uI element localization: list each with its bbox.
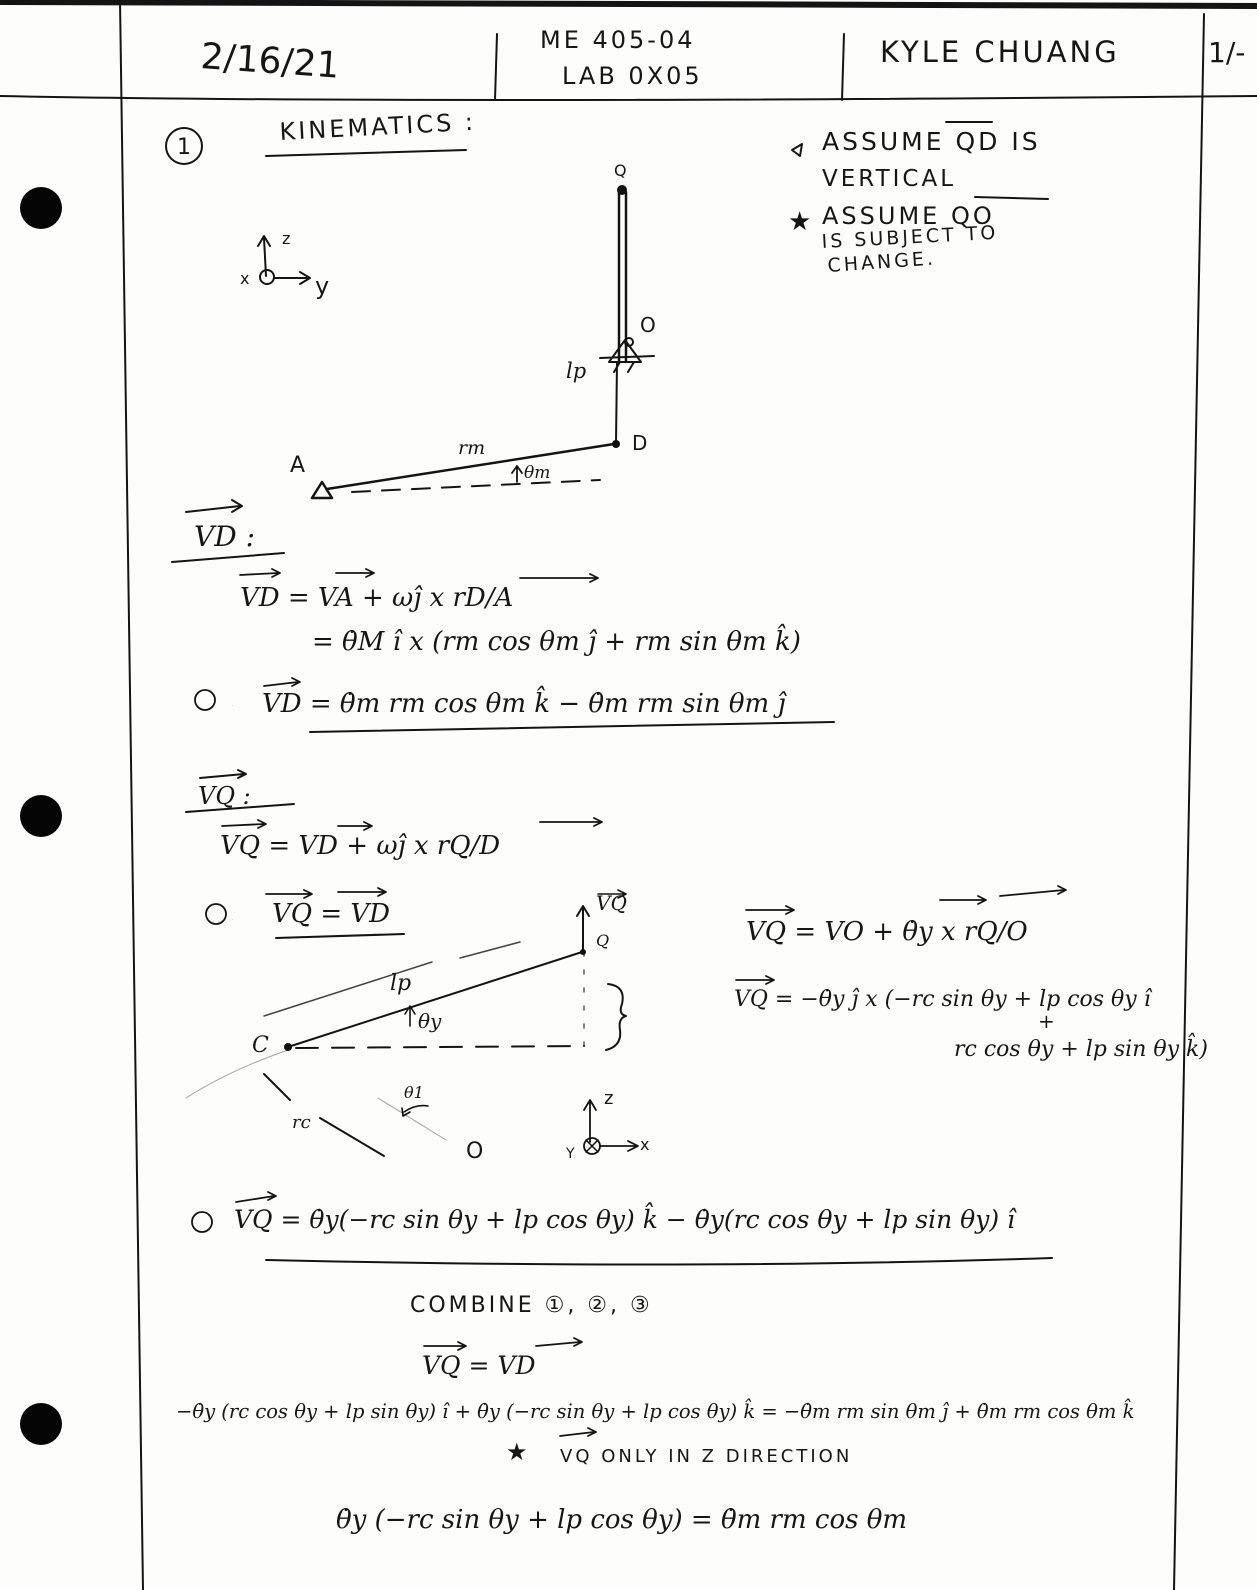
pendulum-rod bbox=[619, 192, 626, 362]
header-page-number: 1/- bbox=[1208, 36, 1246, 69]
combine-section bbox=[176, 1293, 1134, 1535]
label-A: A bbox=[290, 453, 306, 478]
note2-line3: CHANGE. bbox=[826, 247, 937, 277]
eq3-underline bbox=[266, 1258, 1052, 1265]
combine-equality: VQ = VD bbox=[422, 1351, 536, 1380]
rod-lower bbox=[616, 362, 617, 443]
combine-note: VQ ONLY IN Z DIRECTION bbox=[560, 1446, 853, 1467]
reference-dashed-line bbox=[352, 480, 600, 492]
vq-heading: VQ : bbox=[198, 782, 251, 810]
d2-axis-z: z bbox=[604, 1088, 614, 1109]
axis-z-label: z bbox=[282, 229, 291, 248]
binder-hole-bottom bbox=[20, 1403, 62, 1445]
label-D: D bbox=[632, 431, 648, 455]
label-theta-m: θm bbox=[524, 463, 551, 483]
d2-axis-x: x bbox=[640, 1135, 650, 1154]
note2-line2: IS SUBJECT TO bbox=[821, 221, 999, 253]
vd-heading: VD : bbox=[194, 520, 256, 553]
eq3: VQ = θ̇y(−rc sin θy + lp cos θy) k̂ − θ̇y(rc cos θy + lp sin θy) î bbox=[234, 1205, 1016, 1234]
faint-arc bbox=[186, 1050, 288, 1098]
combine-long-eq: −θ̇y (rc cos θy + lp sin θy) î + θ̇y (−rc sin θy + lp cos θy) k̂ = −θ̇m rm sin θm ĵ + θ̇m rm cos θm k̂ bbox=[176, 1400, 1135, 1423]
label-Q: Q bbox=[614, 161, 627, 180]
eq2-marker-circle bbox=[206, 904, 226, 924]
d2-label-rc: rc bbox=[292, 1112, 311, 1133]
eq3-marker: ③ bbox=[232, 1228, 233, 1229]
binder-hole-middle bbox=[20, 795, 62, 837]
eq1-marker: ① bbox=[232, 706, 233, 707]
d2-label-Q: Q bbox=[596, 931, 610, 950]
eq1: VD = θ̇m rm cos θm k̂ − θ̇m rm sin θm ĵ bbox=[262, 689, 786, 719]
velocity-D-section bbox=[172, 500, 834, 732]
label-O: O bbox=[640, 313, 656, 337]
faint-guide bbox=[378, 1098, 446, 1140]
d2-label-vq: VQ bbox=[596, 891, 627, 915]
eq3-marker-circle bbox=[192, 1212, 212, 1232]
d2-label-C: C bbox=[252, 1033, 269, 1058]
equation-3 bbox=[192, 1192, 1052, 1265]
note1-line1: ASSUME QD IS bbox=[822, 127, 1041, 156]
combine-final: θ̇y (−rc sin θy + lp cos θy) = θ̇m rm cos θm bbox=[336, 1505, 908, 1535]
vd-line2: = θ̇M î x (rm cos θm ĵ + rm sin θm k̂) bbox=[312, 627, 801, 657]
header-author: KYLE CHUANG bbox=[880, 35, 1120, 69]
link-C-O bbox=[264, 1074, 384, 1156]
axis-y-label: y bbox=[315, 272, 330, 300]
brace bbox=[606, 984, 626, 1050]
horizontal-dashed bbox=[296, 1046, 584, 1048]
d2-label-lp: lp bbox=[390, 971, 412, 996]
vq-rel4: rc cos θy + lp sin θy k̂) bbox=[954, 1037, 1208, 1062]
point-Q-dot bbox=[617, 185, 627, 195]
header-date: 2/16/21 bbox=[199, 36, 341, 87]
pendulum-geometry-diagram bbox=[186, 890, 649, 1164]
combine-star-icon: ★ bbox=[506, 1438, 528, 1466]
label-lp: lp bbox=[566, 359, 587, 383]
eq2-underline bbox=[276, 934, 404, 938]
vd-line1: VD = VA + ωĵ x rD/A bbox=[240, 583, 514, 613]
header-lab: LAB 0X05 bbox=[562, 62, 703, 90]
link-upper-top bbox=[460, 942, 520, 958]
velocity-Q-section bbox=[186, 770, 1208, 1062]
pivot-A bbox=[312, 482, 332, 498]
vq-rel2: VQ = −θ̇y ĵ x (−rc sin θy + lp cos θy î bbox=[734, 987, 1151, 1012]
d2-axis-y: Y bbox=[566, 1146, 575, 1162]
d2-label-theta-y: θy bbox=[418, 1009, 442, 1033]
binder-holes bbox=[20, 187, 62, 1445]
note2-line1: ASSUME QO bbox=[822, 202, 995, 230]
eq1-underline bbox=[310, 722, 834, 732]
vq-rel3: + bbox=[1038, 1009, 1055, 1033]
eq2: VQ = VD bbox=[272, 899, 391, 929]
d2-label-theta1: θ1 bbox=[404, 1083, 424, 1102]
d2-label-O: O bbox=[466, 1139, 484, 1164]
d2-point-Q bbox=[580, 949, 586, 955]
eq1-marker-circle bbox=[195, 690, 215, 710]
vq-arrow bbox=[577, 906, 589, 950]
header-course: ME 405-04 bbox=[540, 26, 696, 54]
vq-line1: VQ = VD + ωĵ x rQ/D bbox=[220, 831, 501, 861]
theta-m-arrow bbox=[512, 466, 522, 482]
eq2-marker: ② bbox=[232, 920, 233, 921]
combine-text: COMBINE ①, ②, ③ bbox=[410, 1293, 653, 1318]
section-title-underline bbox=[266, 150, 466, 156]
binder-hole-top bbox=[20, 187, 62, 229]
vq-rel1: VQ = VO + θ̇y x rQ/O bbox=[746, 917, 1028, 947]
label-rm: rm bbox=[458, 437, 486, 459]
assumption-notes bbox=[788, 122, 1048, 277]
section-title: KINEMATICS : bbox=[278, 107, 477, 146]
section-number: 1 bbox=[177, 135, 191, 160]
note1-line2: VERTICAL bbox=[822, 166, 957, 192]
mechanism-diagram bbox=[240, 161, 656, 498]
axis-x-label: x bbox=[240, 269, 250, 288]
star-icon: ★ bbox=[788, 207, 812, 237]
